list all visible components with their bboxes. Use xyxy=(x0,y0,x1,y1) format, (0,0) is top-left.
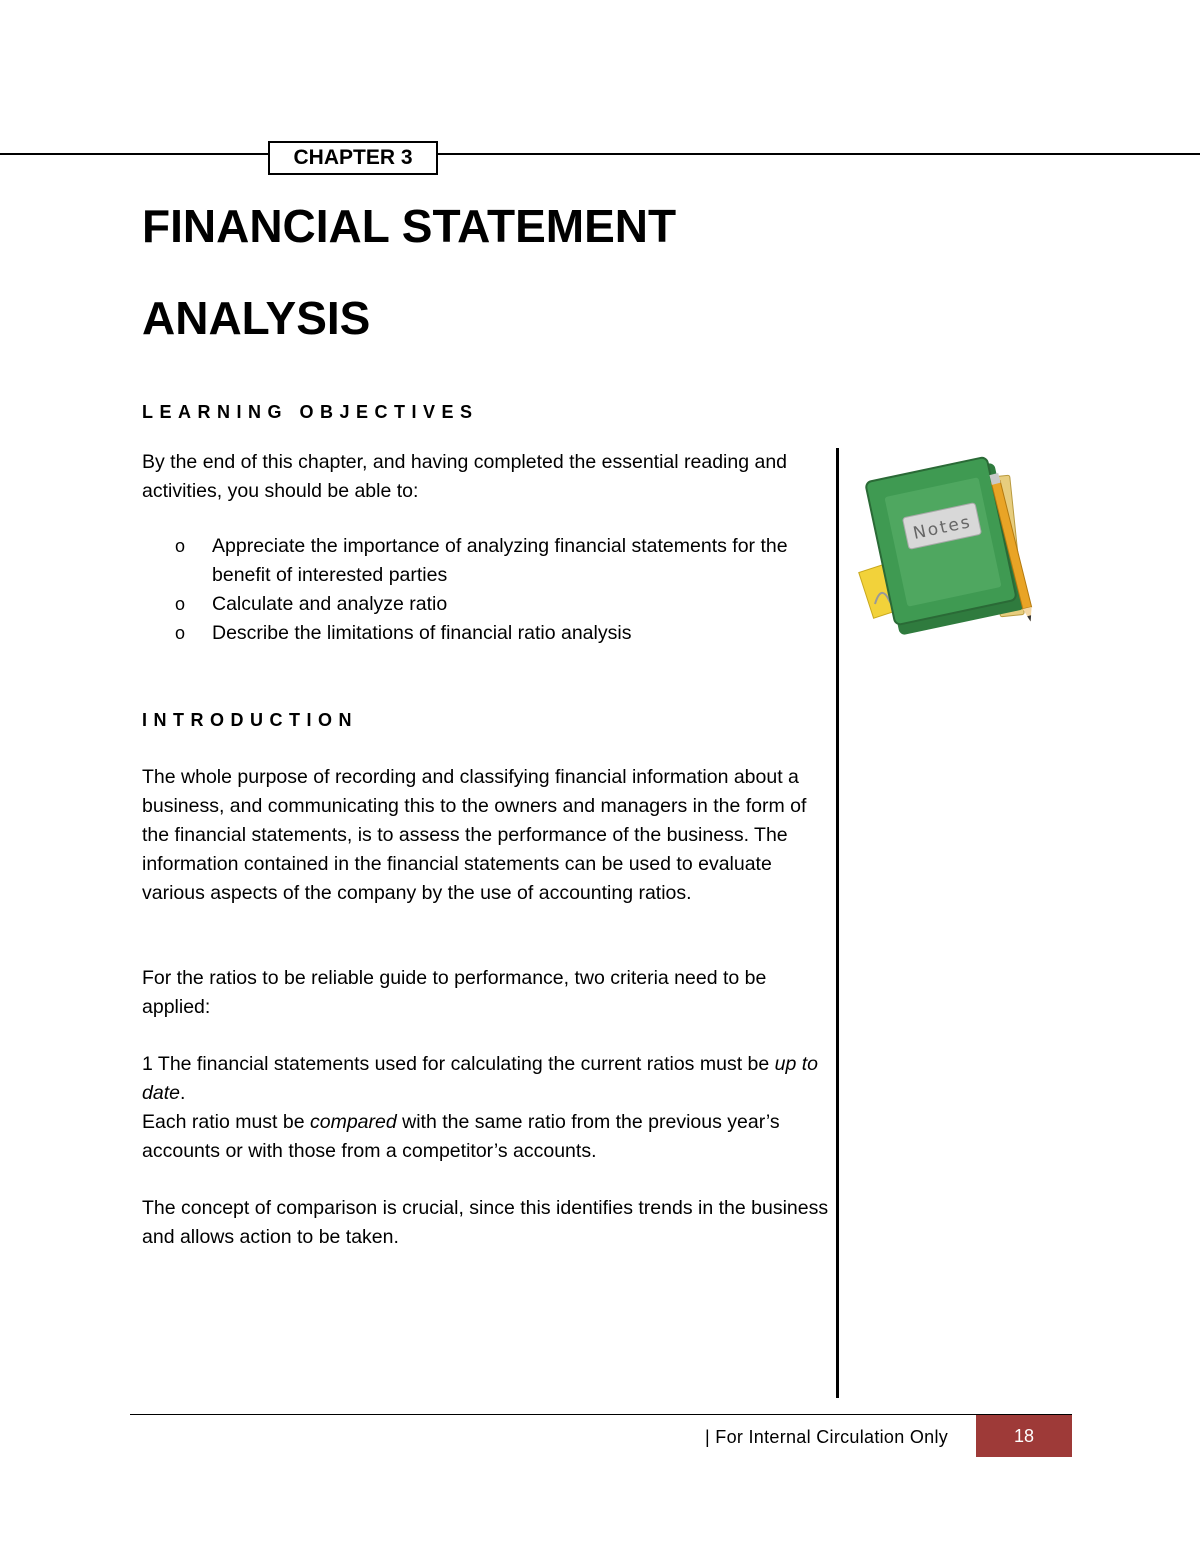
criteria-2 xyxy=(142,1108,832,1166)
page-number: 18 xyxy=(976,1415,1072,1457)
list-item xyxy=(142,619,842,648)
footer-text: | For Internal Circulation Only xyxy=(705,1427,949,1447)
introduction-heading: INTRODUCTION xyxy=(142,710,358,730)
criteria-1-emphasis: up to date xyxy=(142,1053,819,1104)
objectives-intro: By the end of this chapter, and having completed the essential reading and activities, you should be able to: xyxy=(142,451,788,502)
intro-paragraph-1: The whole purpose of recording and classifying financial information about a business, and communicating this to the owners and managers in the form of the financial statements, is to assess the performance of the business. The information contained in the financial statements can be used to evaluate various aspects of the company by the use of accounting ratios. xyxy=(142,766,807,904)
sidebar-divider xyxy=(836,448,839,1398)
objective-text: Describe the limitations of financial ratio analysis xyxy=(212,622,632,644)
objective-text: Calculate and analyze ratio xyxy=(212,593,448,615)
bullet-icon: o xyxy=(175,623,186,643)
notes-label: Notes xyxy=(911,512,974,544)
chapter-title xyxy=(142,180,822,364)
footer-rule xyxy=(130,1414,1072,1415)
chapter-label: CHAPTER 3 xyxy=(268,141,438,175)
top-rule xyxy=(0,153,1200,155)
learning-objectives-heading: LEARNING OBJECTIVES xyxy=(142,402,479,422)
intro-paragraph-2: For the ratios to be reliable guide to performance, two criteria need to be applied: xyxy=(142,967,767,1018)
title-line-1: FINANCIAL STATEMENT xyxy=(142,200,677,252)
title-line-2: ANALYSIS xyxy=(142,292,371,344)
list-item xyxy=(142,590,842,619)
criteria-1-prefix: 1 The financial statements used for calculating the current ratios must be xyxy=(142,1053,775,1075)
objective-text: Appreciate the importance of analyzing financial statements for the benefit of interested parties xyxy=(212,535,788,586)
objectives-list xyxy=(142,532,842,648)
criteria-2-prefix: Each ratio must be xyxy=(142,1111,310,1133)
criteria-2-emphasis: compared xyxy=(310,1111,397,1133)
list-item xyxy=(142,532,842,590)
criteria-1-suffix: . xyxy=(179,1082,186,1104)
criteria-1 xyxy=(142,1050,832,1108)
bullet-icon: o xyxy=(175,594,186,614)
criteria-2-suffix: with the same ratio from the previous year’s accounts or with those from a competitor’s accounts. xyxy=(142,1111,780,1162)
bullet-icon: o xyxy=(175,536,186,556)
notes-book-icon xyxy=(855,456,1045,636)
intro-paragraph-3: The concept of comparison is crucial, since this identifies trends in the business and allows action to be taken. xyxy=(142,1197,829,1248)
